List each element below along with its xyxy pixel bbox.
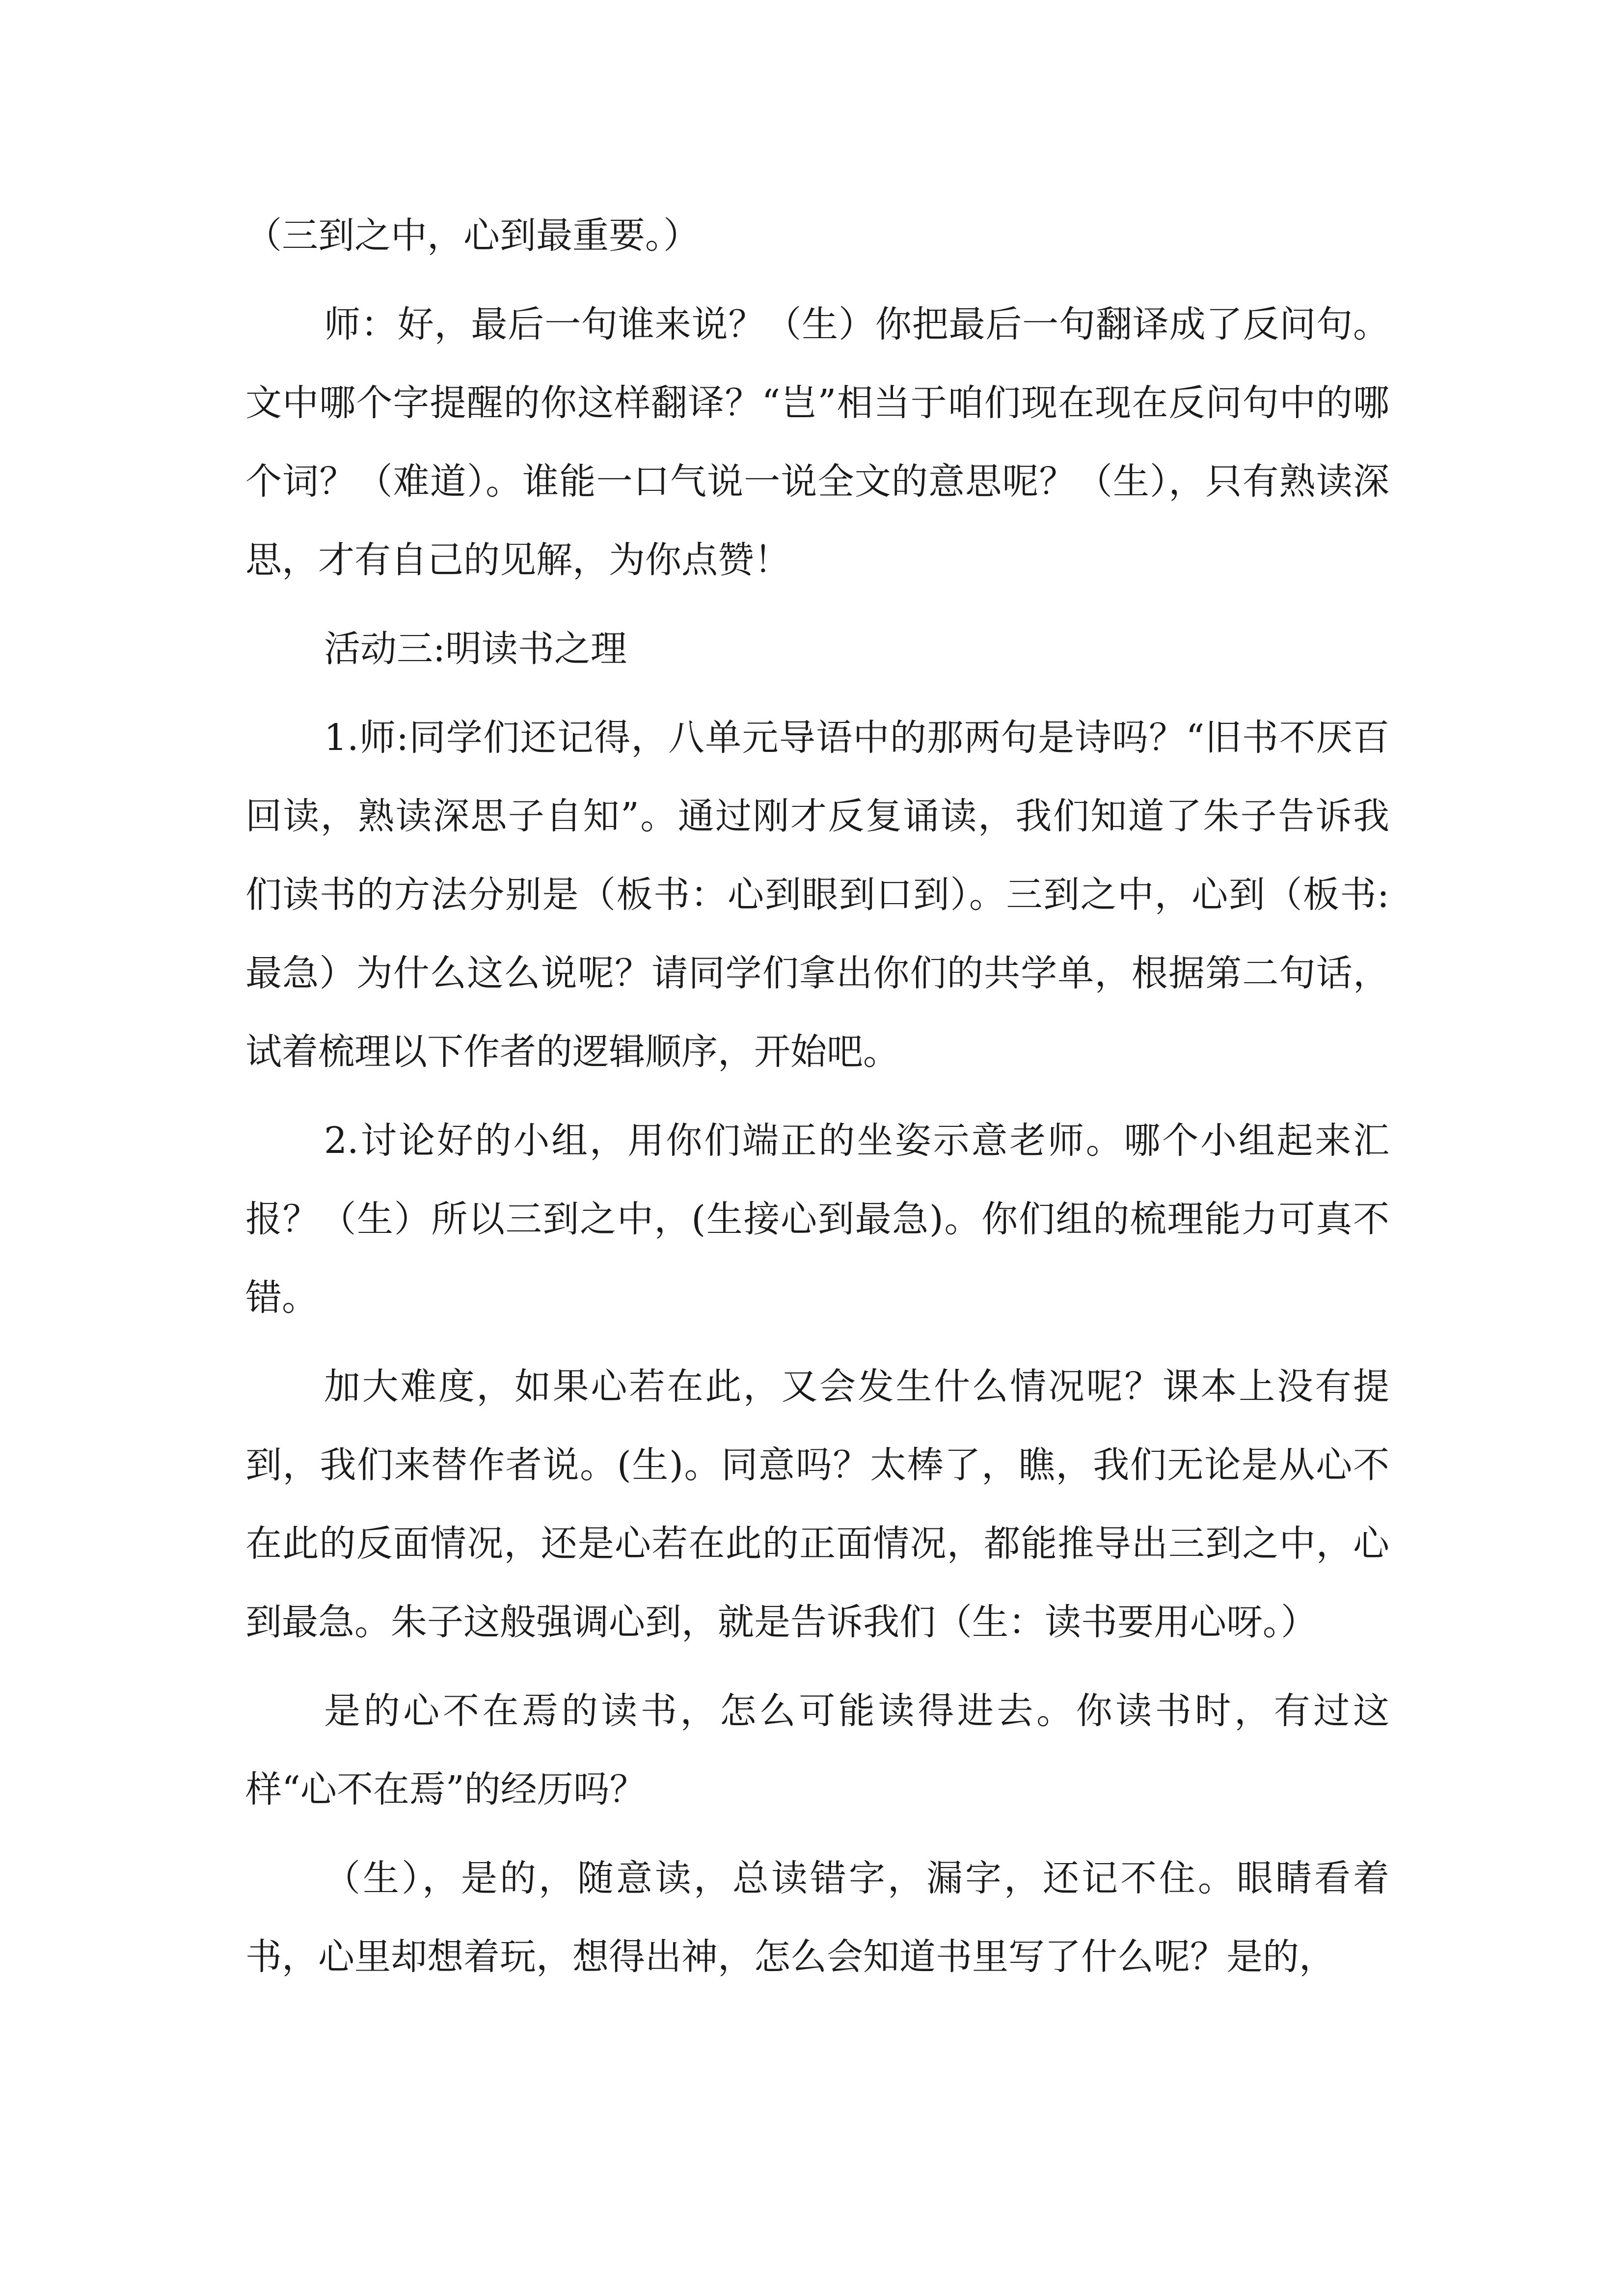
paragraph-8: （生），是的，随意读，总读错字，漏字，还记不住。眼睛看着书，心里却想着玩，想得出神，怎么会知道书里写了什么呢？是的， xyxy=(245,1857,1389,1978)
paragraph-7: 是的心不在焉的读书，怎么可能读得进去。你读书时，有过这样“心不在焉”的经历吗？ xyxy=(245,1690,1389,1811)
paragraph-2: 师：好，最后一句谁来说？（生）你把最后一句翻译成了反问句。文中哪个字提醒的你这样翻译？“岂”相当于咱们现在现在反问句中的哪个词？（难道）。谁能一口气说一说全文的意思呢？（生），只有熟读深思，才有自己的见解，为你点赞！ xyxy=(245,303,1389,581)
document-body xyxy=(245,196,1389,2006)
paragraph-5: 2.讨论好的小组，用你们端正的坐姿示意老师。哪个小组起来汇报？（生）所以三到之中，(生接心到最急)。你们组的梳理能力可真不错。 xyxy=(245,1120,1389,1319)
paragraph-1: （三到之中，心到最重要。） xyxy=(245,214,700,257)
paragraph-6: 加大难度，如果心若在此，又会发生什么情况呢？课本上没有提到，我们来替作者说。(生)。同意吗？太棒了，瞧，我们无论是从心不在此的反面情况，还是心若在此的正面情况，都能推导出三到之中，心到最急。朱子这般强调心到，就是告诉我们（生：读书要用心呀。） xyxy=(245,1365,1389,1643)
paragraph-3: 活动三:明读书之理 xyxy=(324,628,627,670)
paragraph-4: 1.师:同学们还记得，八单元导语中的那两句是诗吗？“旧书不厌百回读，熟读深思子自知”。通过刚才反复诵读，我们知道了朱子告诉我们读书的方法分别是（板书：心到眼到口到）。三到之中，心到（板书:最急）为什么这么说呢？请同学们拿出你们的共学单，根据第二句话，试着梳理以下作者的逻辑顺序，开始吧。 xyxy=(245,717,1389,1073)
